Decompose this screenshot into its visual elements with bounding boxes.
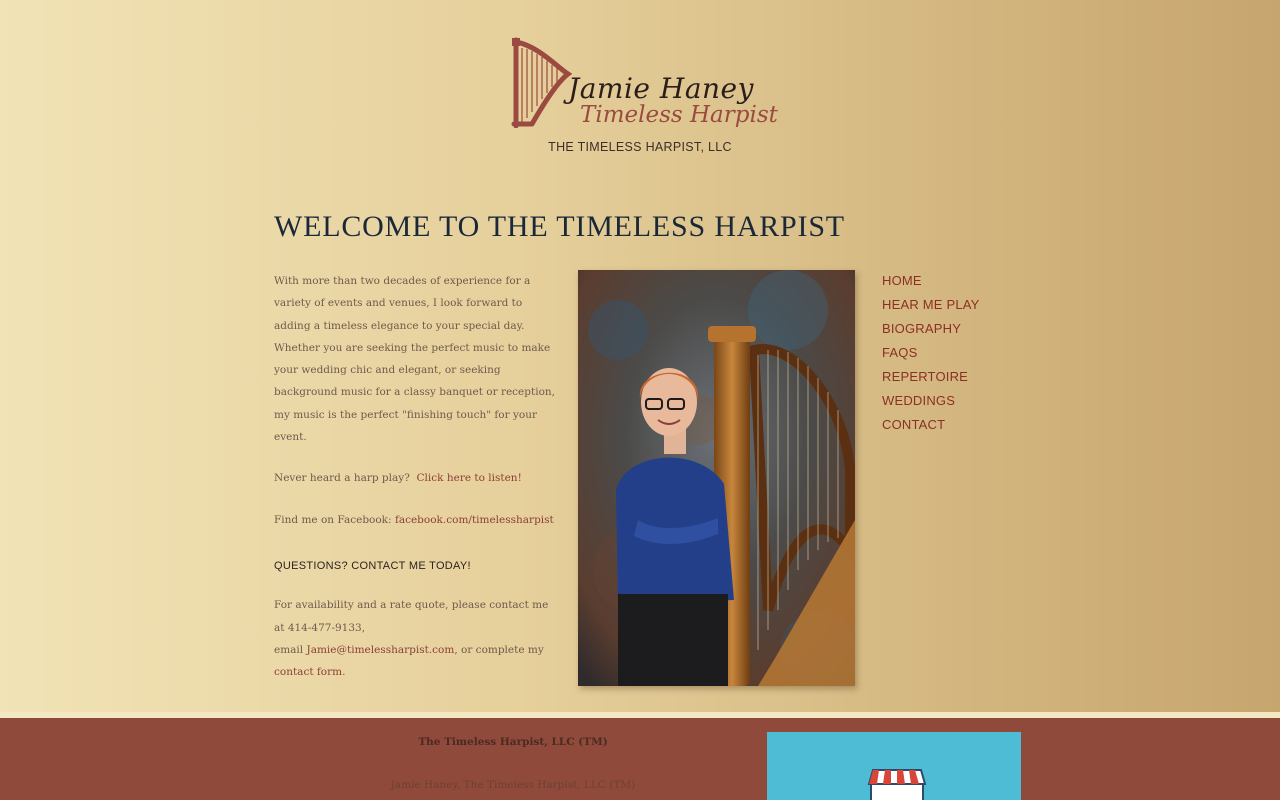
listen-prefix: Never heard a harp play? [274, 472, 410, 485]
harp-logo-icon[interactable] [510, 36, 576, 128]
nav-item-hear-me-play[interactable]: HEAR ME PLAY [882, 297, 980, 312]
nav-item-weddings[interactable]: WEDDINGS [882, 393, 956, 408]
nav-item-home[interactable]: HOME [882, 273, 922, 288]
logo-tagline[interactable]: Timeless Harpist [580, 102, 778, 128]
main-nav [882, 270, 980, 438]
email-link[interactable]: Jamie@timelessharpist.com [306, 643, 455, 656]
page-title: WELCOME TO THE TIMELESS HARPIST [274, 210, 845, 243]
footer-title: The Timeless Harpist, LLC (TM) [418, 736, 608, 748]
form-suffix: . [342, 666, 346, 679]
footer-subtitle: Jamie Haney, The Timeless Harpist, LLC (TM) [390, 779, 636, 791]
harpist-photo [578, 270, 855, 686]
nav-item-faqs[interactable]: FAQS [882, 345, 918, 360]
storefront-icon [767, 732, 1021, 800]
nav-item-repertoire[interactable]: REPERTOIRE [882, 369, 969, 384]
contact-form-link[interactable]: contact form [274, 666, 343, 679]
availability-text: For availability and a rate quote, please contact me at 414-477-9133, [274, 599, 549, 634]
footer-widget[interactable] [767, 732, 1021, 800]
availability-paragraph [274, 594, 556, 683]
questions-heading: QUESTIONS? CONTACT ME TODAY! [274, 559, 471, 572]
form-prefix: , or complete my [454, 643, 544, 656]
email-prefix: email [274, 643, 304, 656]
logo-name[interactable]: Jamie Haney [568, 72, 754, 105]
facebook-paragraph [274, 509, 556, 531]
site-header [0, 36, 1280, 160]
listen-paragraph [274, 467, 556, 489]
company-name: THE TIMELESS HARPIST, LLC [548, 140, 732, 154]
harpist-photo-image [578, 270, 855, 686]
nav-item-contact[interactable]: CONTACT [882, 417, 946, 432]
intro-paragraph: With more than two decades of experience for a variety of events and venues, I look forward to adding a timeless elegance to your special day. Whether you are seeking the perfect music to make your wedding chic and elegant, or seeking background music for a classy banquet or reception, my music is the perfect "finishing touch" for your event. [274, 275, 555, 444]
nav-item-biography[interactable]: BIOGRAPHY [882, 321, 962, 336]
main-content [274, 270, 556, 683]
facebook-prefix: Find me on Facebook: [274, 513, 392, 526]
site-footer [0, 718, 1280, 800]
facebook-link[interactable]: facebook.com/timelessharpist [394, 513, 554, 526]
listen-link[interactable]: Click here to listen! [416, 472, 522, 485]
